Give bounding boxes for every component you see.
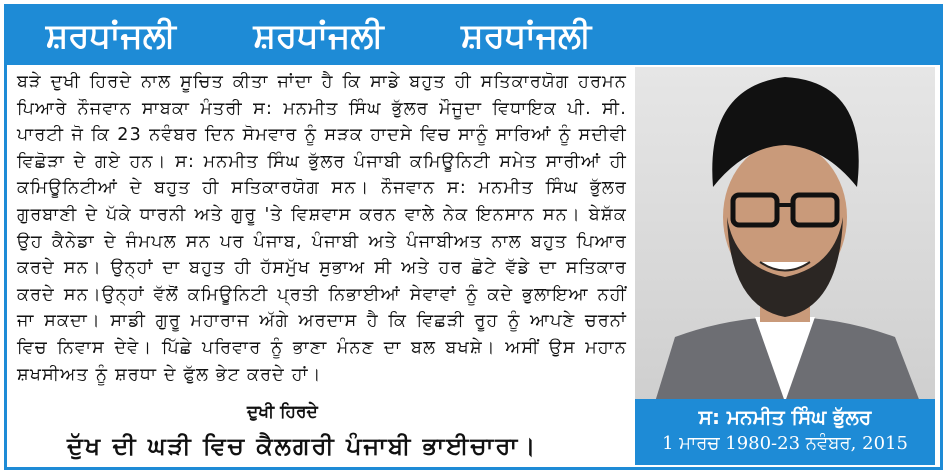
header-banner [7, 7, 940, 65]
caption-dates: 1 ਮਾਰਚ 1980-23 ਨਵੰਬਰ, 2015 [662, 433, 908, 454]
tribute-notice [4, 4, 943, 470]
tribute-paragraph: ਬੜੇ ਦੁਖੀ ਹਿਰਦੇ ਨਾਲ ਸੂਚਿਤ ਕੀਤਾ ਜਾਂਦਾ ਹੈ ਕਿ ਸਾਡੇ ਬਹੁਤ ਹੀ ਸਤਿਕਾਰਯੋਗ ਹਰਮਨ ਪਿਆਰੇ ਨੌਜਵਾਨ ਸਾਬਕਾ ਮੰਤਰੀ ਸ: ਮਨਮੀਤ ਸਿੰਘ ਭੁੱਲਰ ਮੌਜੂਦਾ ਵਿਧਾਇਕ ਪੀ. ਸੀ. ਪਾਰਟੀ ਜੋ ਕਿ 23 ਨਵੰਬਰ ਦਿਨ ਸੋਮਵਾਰ ਨੂੰ ਸੜਕ ਹਾਦਸੇ ਵਿਚ ਸਾਨੂੰ ਸਾਰਿਆਂ ਨੂੰ ਸਦੀਵੀ ਵਿਛੋੜਾ ਦੇ ਗਏ ਹਨ। ਸ: ਮਨਮੀਤ ਸਿੰਘ ਭੁੱਲਰ ਪੰਜਾਬੀ ਕਮਿਊਨਿਟੀ ਸਮੇਤ ਸਾਰੀਆਂ ਹੀ ਕਮਿਊਨਿਟੀਆਂ ਦੇ ਬਹੁਤ ਹੀ ਸਤਿਕਾਰਯੋਗ ਸਨ। ਨੌਜਵਾਨ ਸ: ਮਨਮੀਤ ਸਿੰਘ ਭੁੱਲਰ ਗੁਰਬਾਣੀ ਦੇ ਪੱਕੇ ਧਾਰਨੀ ਅਤੇ ਗੁਰੂ 'ਤੇ ਵਿਸ਼ਵਾਸ ਕਰਨ ਵਾਲੇ ਨੇਕ ਇਨਸਾਨ ਸਨ। ਬੇਸ਼ੱਕ ਉਹ ਕੈਨੇਡਾ ਦੇ ਜੰਮਪਲ ਸਨ ਪਰ ਪੰਜਾਬ, ਪੰਜਾਬੀ ਅਤੇ ਪੰਜਾਬੀਅਤ ਨਾਲ ਬਹੁਤ ਪਿਆਰ ਕਰਦੇ ਸਨ। ਉਨ੍ਹਾਂ ਦਾ ਬਹੁਤ ਹੀ ਹੱਸਮੁੱਖ ਸੁਭਾਅ ਸੀ ਅਤੇ ਹਰ ਛੋਟੇ ਵੱਡੇ ਦਾ ਸਤਿਕਾਰ ਕਰਦੇ ਸਨ।ਉਨ੍ਹਾਂ ਵੱਲੋਂ ਕਮਿਊਨਿਟੀ ਪ੍ਰਤੀ ਨਿਭਾਈਆਂ ਸੇਵਾਵਾਂ ਨੂੰ ਕਦੇ ਭੁਲਾਇਆ ਨਹੀਂ ਜਾ ਸਕਦਾ। ਸਾਡੀ ਗੁਰੂ ਮਹਾਰਾਜ ਅੱਗੇ ਅਰਦਾਸ ਹੈ ਕਿ ਵਿਛੜੀ ਰੂਹ ਨੂੰ ਆਪਣੇ ਚਰਨਾਂ ਵਿਚ ਨਿਵਾਸ ਦੇਵੇ। ਪਿੱਛੇ ਪਰਿਵਾਰ ਨੂੰ ਭਾਣਾ ਮੰਨਣ ਦਾ ਬਲ ਬਖਸ਼ੇ। ਅਸੀਂ ਉਸ ਮਹਾਨ ਸ਼ਖਸੀਅਤ ਨੂੰ ਸ਼ਰਧਾ ਦੇ ਫੁੱਲ ਭੇਟ ਕਰਦੇ ਹਾਂ। [17, 72, 627, 385]
header-title-2: ਸ਼ਰਧਾਂਜਲੀ [253, 16, 384, 56]
tribute-body [17, 69, 627, 388]
caption-name: ਸ: ਮਨਮੀਤ ਸਿੰਘ ਭੁੱਲਰ [698, 405, 872, 429]
portrait-photo [635, 67, 935, 402]
signoff: ਦੁਖੀ ਹਿਰਦੇ [247, 402, 318, 422]
photo-caption [635, 399, 935, 465]
header-title-3: ਸ਼ਰਧਾਂਜਲੀ [461, 16, 592, 56]
community-line: ਦੁੱਖ ਦੀ ਘੜੀ ਵਿਚ ਕੈਲਗਰੀ ਪੰਜਾਬੀ ਭਾਈਚਾਰਾ। [67, 432, 538, 460]
header-title-1: ਸ਼ਰਧਾਂਜਲੀ [45, 16, 176, 56]
portrait-illustration [635, 67, 935, 402]
